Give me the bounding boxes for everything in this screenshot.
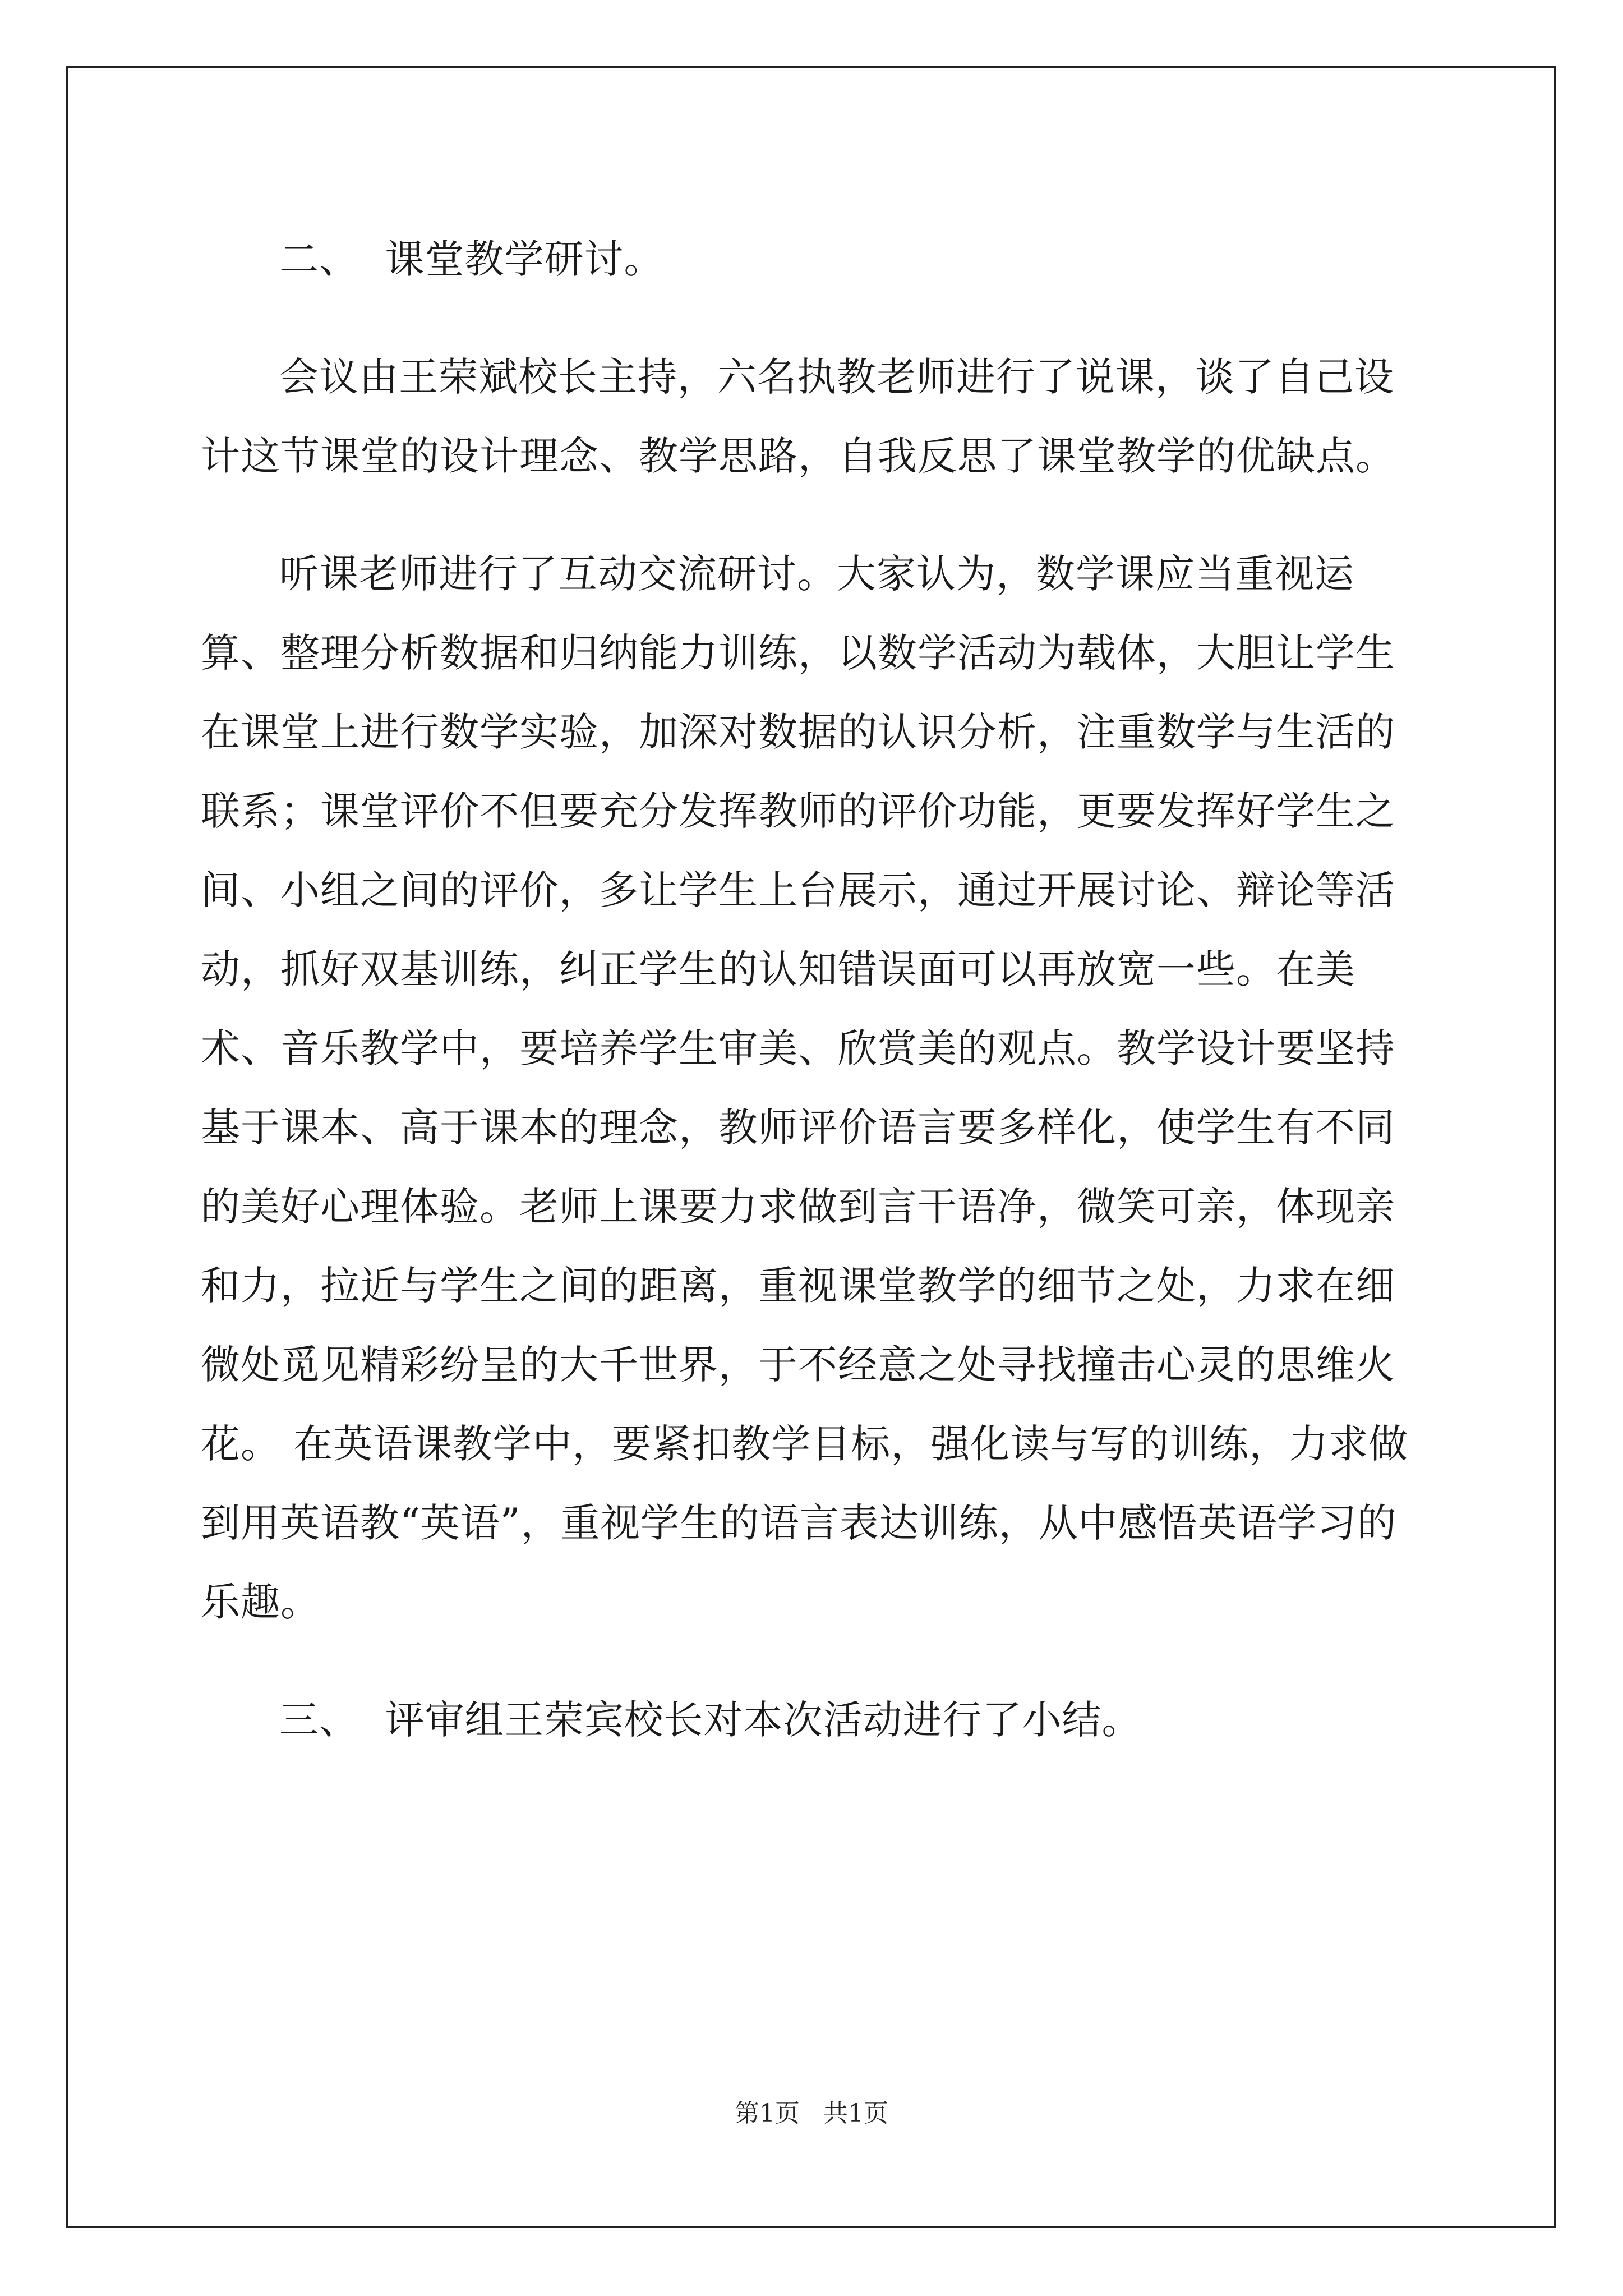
section-heading-2: 二、 课堂教学研讨。 [279,236,664,282]
paragraph-meeting: 会议由王荣斌校长主持，六名执教老师进行了说课，谈了自己设计这节课堂的设计理念、教学思路，自我反思了课堂教学的优缺点。 [201,354,1395,479]
section-heading-3: 三、 评审组王荣宾校长对本次活动进行了小结。 [279,1697,1142,1743]
page-footer: 第1页 共1页 [735,2099,888,2128]
paragraph-discussion: 听课老师进行了互动交流研讨。大家认为，数学课应当重视运算、整理分析数据和归纳能力训练，以数学活动为载体，大胆让学生在课堂上进行数学实验，加深对数据的认识分析，注重数学与生活的联系；课堂评价不但要充分发挥教师的评价功能，更要发挥好学生之间、小组之间的评价，多让学生上台展示，通过开展讨论、辩论等活动，抓好双基训练，纠正学生的认知错误面可以再放宽一些。在美术、音乐教学中，要培养学生审美、欣赏美的观点。教学设计要坚持基于课本、高于课本的理念，教师评价语言要多样化，使学生有不同的美好心理体验。老师上课要力求做到言干语净，微笑可亲，体现亲和力，拉近与学生之间的距离，重视课堂教学的细节之处，力求在细微处觅见精彩纷呈的大千世界，于不经意之处寻找撞击心灵的思维火花。 在英语课教学中，要紧扣教学目标，强化读与写的训练，力求做到用英语教“英语”，重视学生的语言表达训练，从中感悟英语学习的乐趣。 [201,551,1409,1625]
document-body [201,220,1429,1760]
